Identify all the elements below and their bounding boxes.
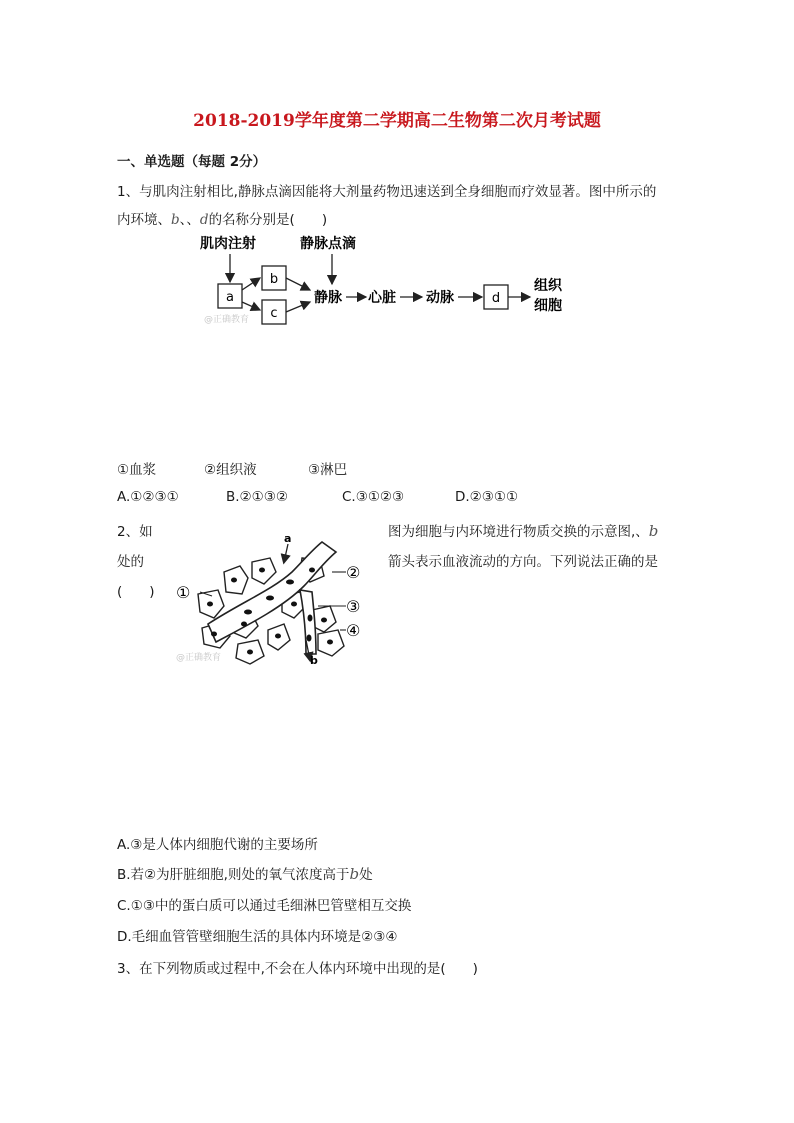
q1-item-1: ①血浆: [117, 462, 157, 478]
q1-line2: [117, 208, 327, 228]
arrow-a-b: [242, 278, 260, 290]
iv-drip-label: 静脉点滴: [300, 236, 356, 252]
q1-line2-post: 的名称分别是( ): [208, 212, 328, 228]
vein-label: 静脉: [314, 290, 342, 306]
label-circle-3: ③: [346, 597, 361, 616]
box-b-label: b: [269, 272, 279, 287]
q1-item-3: ③淋巴: [308, 462, 348, 478]
q2-option-d: D.毛细血管管壁细胞生活的具体内环境是②③④: [117, 929, 398, 945]
label-circle-2: ②: [346, 563, 361, 582]
box-d-label: d: [491, 291, 501, 306]
q2-option-b-pre: B.若②为肝脏细胞,则处的氧气浓度高于: [117, 867, 350, 883]
q2-cell-diagram: [172, 532, 372, 670]
tissue-cell-label-1: 组织: [534, 278, 562, 294]
muscle-injection-label: 肌肉注射: [200, 236, 256, 252]
label-circle-4: ④: [346, 621, 361, 640]
q1-flow-diagram: [190, 230, 590, 330]
q2-option-b-var: b: [349, 865, 360, 883]
q2-line1-right: [388, 520, 658, 540]
q2-option-c: C.①③中的蛋白质可以通过毛细淋巴管壁相互交换: [117, 898, 412, 914]
q1-line2-mid: 、、: [179, 212, 200, 228]
lymph-capillary: [300, 590, 316, 654]
q3-line1: 3、在下列物质或过程中,不会在人体内环境中出现的是( ): [117, 961, 478, 977]
arrow-c-vein: [286, 302, 310, 312]
q2-option-b-post: 处: [359, 867, 373, 883]
arrow-b-vein: [286, 278, 310, 290]
arrow-a-c: [242, 302, 260, 310]
page-title: 2018-2019学年度第二学期高二生物第二次月考试题: [193, 111, 601, 131]
q1-option-d: D.②③①①: [455, 489, 519, 505]
q1-line2-pre: 内环境、: [117, 212, 171, 228]
section-heading: 一、单选题（每题 2分）: [117, 154, 267, 170]
q2-line1-right-text: 图为细胞与内环境进行物质交换的示意图,、: [388, 524, 649, 540]
q1-item-2: ②组织液: [204, 462, 257, 478]
watermark-2: @正确教育: [176, 653, 222, 663]
heart-label: 心脏: [368, 290, 396, 306]
q1-option-c: C.③①②③: [342, 489, 405, 505]
label-circle-1: ①: [176, 583, 191, 602]
q2-line2-right: 箭头表示血液流动的方向。下列说法正确的是: [388, 554, 658, 570]
tissue-cell-label-2: 细胞: [534, 298, 562, 314]
q2-option-b: [117, 863, 373, 883]
q1-line2-b: b: [171, 212, 180, 228]
label-a: a: [284, 532, 292, 545]
q1-line2-d: d: [199, 212, 209, 228]
arrow-a: [284, 544, 288, 562]
q2-line1-left: 2、如: [117, 524, 153, 540]
q2-line1-b: b: [648, 522, 659, 540]
q2-line3-left: ( ): [117, 584, 155, 600]
q1-option-b: B.②①③②: [226, 489, 288, 505]
q1-line1: 1、与肌肉注射相比,静脉点滴因能将大剂量药物迅速送到全身细胞而疗效显著。图中所示的: [117, 184, 657, 200]
q2-line2-left: 处的: [117, 554, 144, 570]
box-c-label: c: [270, 306, 278, 321]
artery-label: 动脉: [426, 290, 454, 306]
watermark: @正确教育: [204, 315, 250, 325]
q1-option-a: A.①②③①: [117, 489, 179, 505]
q2-option-a: A.③是人体内细胞代谢的主要场所: [117, 837, 318, 853]
box-a-label: a: [226, 290, 234, 305]
label-b: b: [310, 654, 318, 667]
